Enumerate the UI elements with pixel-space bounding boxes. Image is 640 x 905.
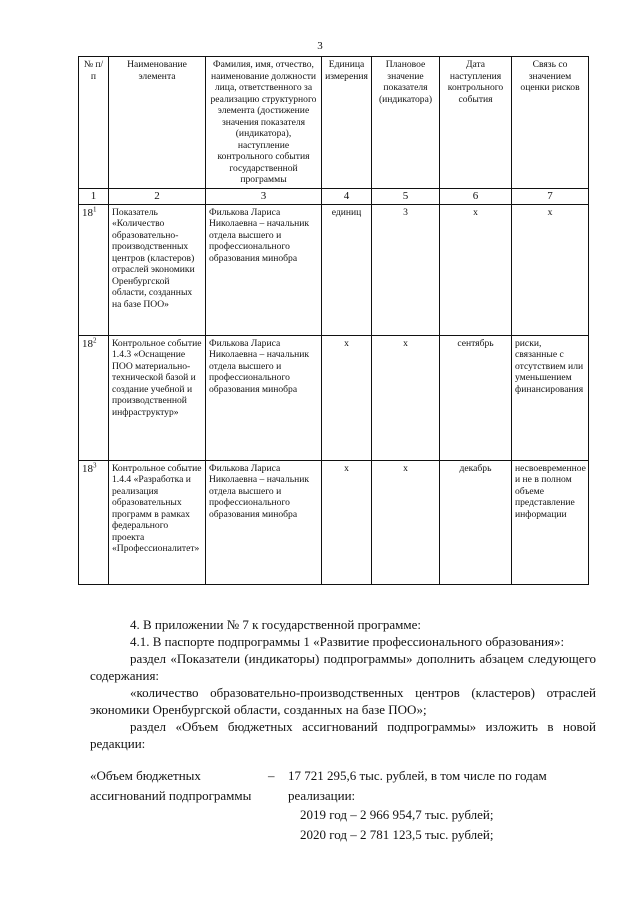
header-date: Дата наступления контрольного события [440,57,512,189]
row-number [79,204,109,335]
column-number-row [79,188,589,204]
row-unit: единиц [322,204,372,335]
paragraph-indicators: раздел «Показатели (индикаторы) подпрограммы» дополнить абзацем следующего содержания: [90,651,596,683]
row-number-sup: 3 [93,461,97,470]
control-events-table [78,56,589,585]
column-number: 3 [206,188,322,204]
paragraph-passport: 4.1. В паспорте подпрограммы 1 «Развитие профессионального образования»: [130,634,565,649]
budget-label: «Объем бюджетных ассигнований подпрограммы [90,768,252,803]
budget-year-2019: 2019 год – 2 966 954,7 тыс. рублей; [300,807,494,822]
budget-values [288,766,608,844]
row-date: х [440,204,512,335]
row-number [79,335,109,460]
column-number: 1 [79,188,109,204]
table-row [79,335,589,460]
row-responsible: Филькова Лариса Николаевна – начальник отдела высшего и профессионального образования минобра [206,204,322,335]
budget-year-2020: 2020 год – 2 781 123,5 тыс. рублей; [300,826,494,842]
column-number: 6 [440,188,512,204]
row-date: сентябрь [440,335,512,460]
row-number-main: 18 [82,206,93,219]
table-row [79,204,589,335]
page-number: 3 [317,40,323,52]
row-name: Контрольное событие 1.4.3 «Оснащение ПОО материально-технической базой и создание учебной и производственной инфраструктур» [109,335,206,460]
row-value: х [372,460,440,584]
row-name: Контрольное событие 1.4.4 «Разработка и реализация образовательных программ в рамках федерального проекта «Профессионалитет» [109,460,206,584]
table-row [79,460,589,584]
row-date: декабрь [440,460,512,584]
row-number-sup: 2 [93,336,97,345]
header-value: Плановое значение показателя (индикатора) [372,57,440,189]
column-number: 5 [372,188,440,204]
budget-total: 17 721 295,6 тыс. рублей, в том числе по годам реализации: [288,768,547,803]
row-number-sup: 1 [93,205,97,214]
row-responsible: Филькова Лариса Николаевна – начальник отдела высшего и профессионального образования минобра [206,460,322,584]
row-risk: х [512,204,589,335]
header-unit: Единица измерения [322,57,372,189]
row-unit: х [322,335,372,460]
header-responsible: Фамилия, имя, отчество, наименование должности лица, ответственного за реализацию структурного элемента (достижение значения показателя (индикатора), наступление контрольного события государственной программы [206,57,322,189]
row-unit: х [322,460,372,584]
row-value: х [372,335,440,460]
column-number: 4 [322,188,372,204]
row-number [79,460,109,584]
header-num: № п/п [79,57,109,189]
row-name: Показатель «Количество образовательно-производственных центров (кластеров) отраслей экономики Оренбургской области, созданных на базе ПОО» [109,204,206,335]
column-number: 2 [109,188,206,204]
budget-dash: – [268,768,275,783]
row-responsible: Филькова Лариса Николаевна – начальник отдела высшего и профессионального образования минобра [206,335,322,460]
header-risk: Связь со значением оценки рисков [512,57,589,189]
table-header-row [79,57,589,189]
header-name: Наименование элемента [109,57,206,189]
paragraph-appendix: 4. В приложении № 7 к государственной программе: [130,617,421,632]
body-text [90,616,596,752]
paragraph-budget: раздел «Объем бюджетных ассигнований подпрограммы» изложить в новой редакции: [90,719,596,751]
row-number-main: 18 [82,337,93,350]
paragraph-quote: «количество образовательно-производственных центров (кластеров) отраслей экономики Оренбургской области, созданных на базе ПОО»; [90,685,596,717]
row-value: 3 [372,204,440,335]
row-risk: несвоевременное и не в полном объеме представление информации [512,460,589,584]
column-number: 7 [512,188,589,204]
row-number-main: 18 [82,462,93,475]
row-risk: риски, связанные с отсутствием или уменьшением финансирования [512,335,589,460]
